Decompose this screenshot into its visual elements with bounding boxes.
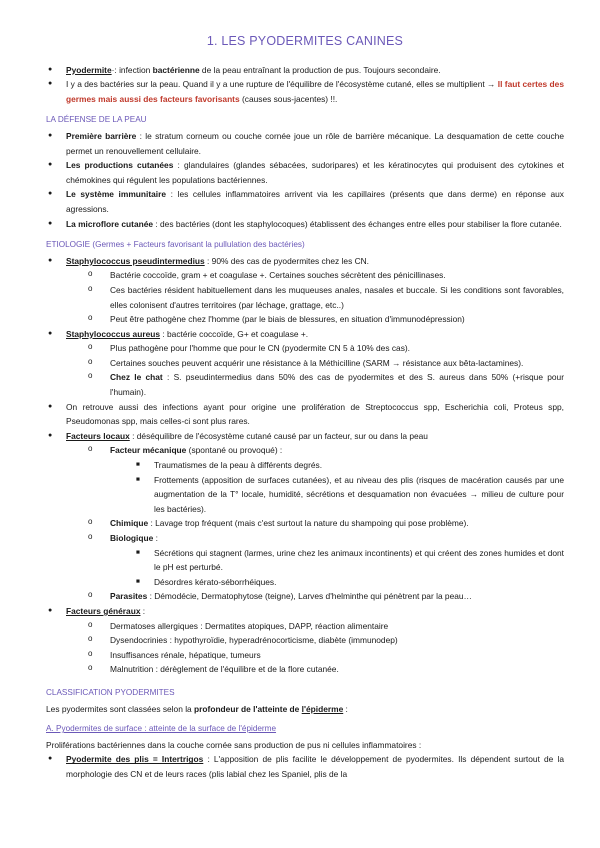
text: :	[343, 703, 348, 714]
text: : 90% des cas de pyodermites chez les CN.	[204, 255, 370, 266]
list-item: ● On retrouve aussi des infections ayant pour origine une prolifération de Streptococcus spp, Escherichia coli, Proteus spp, Pseudomonas spp, mais celles-ci sont plus rares.	[46, 400, 564, 429]
list-item	[84, 589, 564, 604]
sub-sub-list	[110, 458, 564, 516]
term: Facteur mécanique	[110, 445, 187, 456]
list-item	[84, 516, 564, 531]
term: Facteurs généraux	[66, 605, 141, 616]
defense-list	[46, 129, 564, 231]
page-title: 1. LES PYODERMITES CANINES	[206, 34, 404, 48]
list-item: o Ces bactéries résident habituellement dans les muqueuses anales, nasales et buccale. Si les conditions sont favorables, elles colonisent d'autres territoires (par léchage, grattage, etc..)	[84, 283, 564, 312]
term: Staphylococcus pseudintermedius	[66, 255, 205, 266]
list-item: ■ Désordres kérato-séborrhéiques.	[132, 575, 564, 590]
list-item	[46, 158, 564, 187]
term: Pyodermite des plis = Intertrigos	[66, 754, 204, 765]
highlight-text: Il faut certes des germes mais aussi des facteurs favorisants	[66, 79, 564, 104]
section-heading-defense: LA DÉFENSE DE LA PEAU	[46, 115, 147, 125]
text: (causes sous-jacentes) !!.	[239, 93, 338, 104]
etiology-list	[46, 254, 564, 677]
section-heading-classification: CLASSIFICATION PYODERMITES	[46, 687, 175, 697]
text: (spontané ou provoqué) :	[186, 445, 283, 456]
intro-list	[46, 63, 564, 107]
text: :	[140, 605, 146, 616]
sub-list	[66, 268, 564, 326]
term: Biologique	[110, 533, 154, 543]
list-item	[46, 327, 564, 400]
list-item	[46, 604, 564, 677]
text: : déséquilibre de l'écosystème cutané causé par un facteur, sur ou dans la peau	[129, 430, 428, 441]
list-item: o Bactérie coccoïde, gram + et coagulase +. Certaines souches sécrètent des pénicillinases.	[84, 268, 564, 283]
list-item	[46, 77, 564, 106]
term: Facteurs locaux	[66, 430, 130, 441]
list-item: ■ Sécrétions qui stagnent (larmes, urine chez les animaux incontinents) et qui créent des zones humides et dont le pH est perturbé.	[132, 546, 564, 575]
list-item	[46, 63, 564, 78]
text: : glandulaires (glandes sébacées, sudoripares) et les kératinocytes qui produisent des cytokines et chémokines qui régulent les populations bactériennes.	[66, 160, 565, 185]
term: La microflore cutanée	[66, 218, 154, 229]
term: Première barrière	[66, 130, 137, 141]
list-item: o Plus pathogène pour l'homme que pour le CN (pyodermite CN 5 à 10% des cas).	[84, 341, 564, 356]
term: profondeur de l'atteinte de	[194, 703, 302, 714]
text: : Lavage trop fréquent (mais c'est surtout la nature du shampoing qui pose problème).	[148, 518, 469, 529]
list-item	[46, 254, 564, 327]
list-item: ■ Traumatismes de la peau à différents degrés.	[132, 458, 564, 473]
term: Le système immunitaire	[66, 189, 167, 200]
list-item	[84, 531, 564, 589]
classification-list	[46, 752, 564, 781]
text: :	[153, 533, 158, 543]
list-item	[46, 217, 564, 232]
text: I y a des bactéries sur la peau. Quand il y a une rupture de l'équilibre de l'écosystème cutané, elles se multiplient →	[66, 79, 498, 90]
text: : les cellules inflammatoires arrivent via les capillaires (présents que dans derme) en réponse aux agressions.	[66, 189, 564, 214]
text: Les pyodermites sont classées selon la	[46, 703, 195, 714]
list-item	[46, 752, 564, 781]
text: : bactérie coccoïde, G+ et coagulase +.	[160, 328, 309, 339]
list-item	[46, 187, 564, 216]
list-item: o Peut être pathogène chez l'homme (par le biais de blessures, en situation d'immunodépression)	[84, 312, 564, 327]
paragraph	[46, 702, 564, 717]
list-item: o Malnutrition : dérèglement de l'équilibre et de la flore cutanée.	[84, 662, 564, 677]
sub-list	[66, 619, 564, 677]
sub-list	[66, 443, 564, 604]
sub-sub-list	[110, 546, 564, 590]
list-item	[46, 429, 564, 604]
term: Parasites	[110, 591, 148, 602]
text: : le stratum corneum ou couche cornée joue un rôle de barrière mécanique. La desquamation de cette couche permet un renouvellement cellulaire.	[66, 130, 564, 156]
text: de la peau entraînant la production de pus. Toujours secondaire.	[199, 64, 441, 75]
list-item: o Certaines souches peuvent acquérir une résistance à la Méthicilline (SARM → résistance aux bêta-lactamines).	[84, 356, 564, 371]
sub-list	[66, 341, 564, 399]
paragraph: Proliférations bactériennes dans la couche cornée sans production de pus ni cellules inflammatoires :	[46, 739, 422, 750]
list-item: ■ Frottements (apposition de surfaces cutanées), et au niveau des plis (risques de macération causés par une augmentation de la T° locale, humidité, sécrétions et desquamation non évacuées → milieu de culture pour les bactéries).	[132, 473, 564, 517]
term: l'épiderme	[301, 703, 344, 714]
list-item: o Dysendocrinies : hypothyroïdie, hyperadrénocorticisme, diabète (immunodep)	[84, 633, 564, 648]
section-heading-etiology: ETIOLOGIE (Germes + Facteurs favorisant la pullulation des bactéries)	[46, 240, 305, 250]
term: Chimique	[110, 518, 149, 529]
text: : S. pseudintermedius dans 50% des cas de pyodermites et des S. aureus dans 50% (+risque pour l'humain).	[110, 372, 564, 398]
subsection-heading: A. Pyodermites de surface : atteinte de la surface de l'épiderme	[46, 724, 277, 734]
text: ·: infection	[111, 64, 153, 75]
term: Les productions cutanées	[66, 160, 174, 171]
term: Staphylococcus aureus	[66, 328, 161, 339]
list-item	[46, 129, 564, 158]
term: Chez le chat	[110, 372, 163, 383]
text: : des bactéries (dont les staphylocoques) établissent des échanges entre elles pour stabiliser la flore cutanée.	[153, 218, 562, 229]
text: : Démodécie, Dermatophytose (teigne), Larves d'helminthe qui pénètrent par la peau…	[147, 591, 472, 602]
list-item	[84, 370, 564, 399]
list-item: o Insuffisances rénale, hépatique, tumeurs	[84, 648, 564, 663]
term-pyodermite: Pyodermite	[66, 64, 112, 75]
text: : L'apposition de plis facilite le développement de pyodermites. Ils dépendent surtout de la morphologie des CN et de leurs races (plis labial chez les Spaniel, plis de la	[66, 754, 564, 779]
list-item	[84, 443, 564, 516]
list-item: o Dermatoses allergiques : Dermatites atopiques, DAPP, réaction alimentaire	[84, 619, 564, 634]
term-bacterienne: bactérienne	[152, 64, 200, 75]
